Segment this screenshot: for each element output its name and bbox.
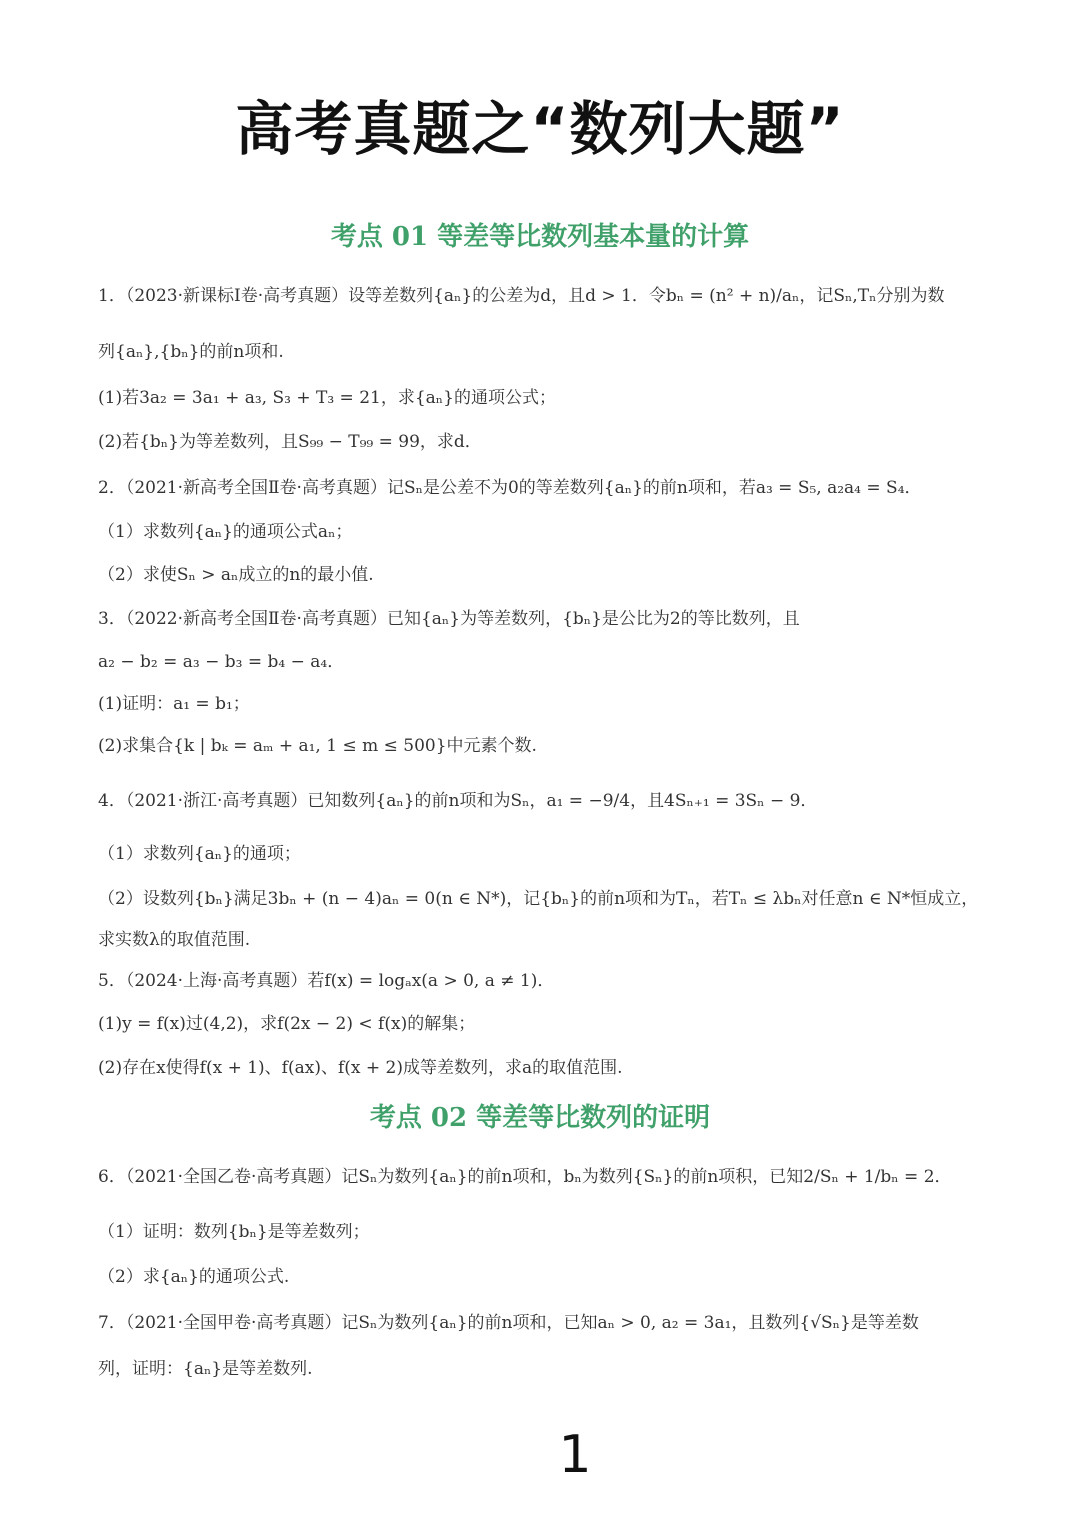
- problem-line: （2）求使Sₙ > aₙ成立的n的最小值.: [98, 565, 374, 585]
- problem-line: 求实数λ的取值范围.: [98, 930, 251, 950]
- problem-line: (2)求集合{k | bₖ = aₘ + a₁, 1 ≤ m ≤ 500}中元素个数.: [98, 736, 537, 756]
- problem-line: 4．（2021·浙江·高考真题）已知数列{aₙ}的前n项和为Sₙ，a₁ = −9/4，且4Sₙ₊₁ = 3Sₙ − 9．: [98, 791, 818, 811]
- problem-line: 5．（2024·上海·高考真题）若f(x) = logₐx(a > 0, a ≠ 1)．: [98, 971, 555, 991]
- problem-line: 7．（2021·全国甲卷·高考真题）记Sₙ为数列{aₙ}的前n项和，已知aₙ > 0, a₂ = 3a₁，且数列{√Sₙ}是等差数: [98, 1313, 919, 1333]
- section-heading-1: 考点 01 等差等比数列基本量的计算: [330, 222, 750, 252]
- page-number: 1: [558, 1425, 592, 1485]
- problem-line: (2)存在x使得f(x + 1)、f(ax)、f(x + 2)成等差数列，求a的取值范围.: [98, 1058, 623, 1078]
- problem-line: 列，证明：{aₙ}是等差数列.: [98, 1359, 313, 1379]
- problem-line: 1．（2023·新课标Ⅰ卷·高考真题）设等差数列{aₙ}的公差为d，且d > 1．令bₙ = (n² + n)/aₙ，记Sₙ,Tₙ分别为数: [98, 286, 945, 306]
- problem-line: （1）求数列{aₙ}的通项；: [98, 844, 301, 864]
- problem-line: （1）证明：数列{bₙ}是等差数列；: [98, 1222, 370, 1242]
- problem-line: (1)y = f(x)过(4,2)，求f(2x − 2) < f(x)的解集；: [98, 1014, 476, 1034]
- problem-line: 3．（2022·新高考全国Ⅱ卷·高考真题）已知{aₙ}为等差数列，{bₙ}是公比为2的等比数列，且: [98, 609, 800, 629]
- problem-line: （2）求{aₙ}的通项公式.: [98, 1267, 290, 1287]
- problem-line: a₂ − b₂ = a₃ − b₃ = b₄ − a₄．: [98, 652, 345, 672]
- problem-line: （1）求数列{aₙ}的通项公式aₙ；: [98, 522, 353, 542]
- problem-line: 列{aₙ},{bₙ}的前n项和.: [98, 342, 284, 362]
- section-heading-2: 考点 02 等差等比数列的证明: [369, 1103, 711, 1133]
- problem-line: (1)若3a₂ = 3a₁ + a₃, S₃ + T₃ = 21，求{aₙ}的通项公式；: [98, 388, 556, 408]
- problem-line: 6．（2021·全国乙卷·高考真题）记Sₙ为数列{aₙ}的前n项和，bₙ为数列{Sₙ}的前n项积，已知2/Sₙ + 1/bₙ = 2．: [98, 1167, 952, 1187]
- page-title: 高考真题之“数列大题”: [235, 95, 845, 163]
- problem-line: (2)若{bₙ}为等差数列，且S₉₉ − T₉₉ = 99，求d．: [98, 432, 482, 452]
- problem-line: （2）设数列{bₙ}满足3bₙ + (n − 4)aₙ = 0(n ∈ N*)，记{bₙ}的前n项和为Tₙ，若Tₙ ≤ λbₙ对任意n ∈ N*恒成立，: [98, 889, 979, 909]
- problem-line: 2．（2021·新高考全国Ⅱ卷·高考真题）记Sₙ是公差不为0的等差数列{aₙ}的前n项和，若a₃ = S₅, a₂a₄ = S₄．: [98, 478, 922, 498]
- problem-line: (1)证明：a₁ = b₁；: [98, 694, 250, 714]
